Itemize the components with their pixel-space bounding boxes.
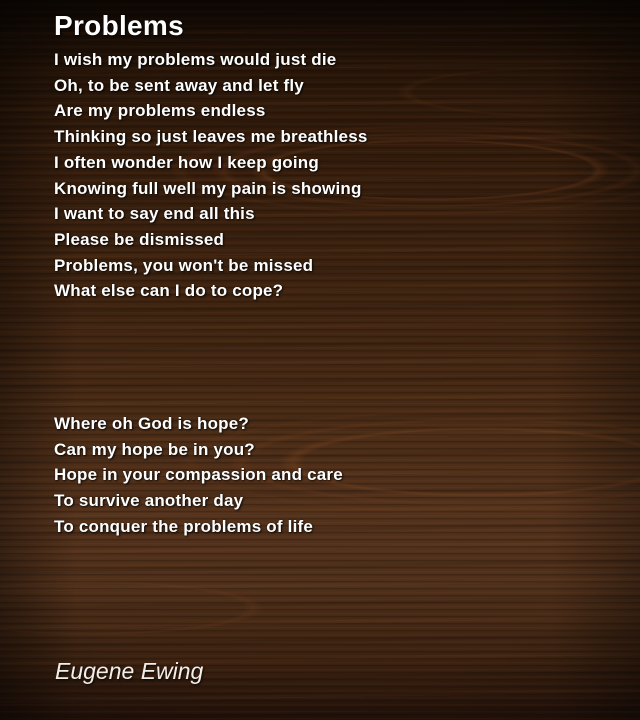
poem-line: Hope in your compassion and care (54, 465, 343, 485)
poem-title: Problems (54, 10, 184, 41)
poem-line: Are my problems endless (54, 101, 266, 121)
poem-line: To survive another day (54, 491, 244, 511)
poem-author: Eugene Ewing (55, 658, 204, 684)
poem-stanza-2 (54, 411, 343, 540)
poem-line: Can my hope be in you? (54, 439, 255, 459)
poem-line: Please be dismissed (54, 229, 225, 249)
poem-line: What else can I do to cope? (54, 281, 284, 301)
poem-line: Knowing full well my pain is showing (54, 178, 362, 198)
poem-line: I often wonder how I keep going (54, 152, 319, 172)
poem-line: Problems, you won't be missed (54, 255, 314, 275)
poem-line: I want to say end all this (54, 204, 255, 224)
poem-line: I wish my problems would just die (54, 50, 337, 69)
poem-line: To conquer the problems of life (54, 516, 314, 536)
poem-line: Oh, to be sent away and let fly (54, 75, 304, 95)
poem-line: Where oh God is hope? (54, 414, 249, 433)
poem-line: Thinking so just leaves me breathless (54, 127, 368, 147)
poem-stanza-1 (54, 47, 368, 304)
